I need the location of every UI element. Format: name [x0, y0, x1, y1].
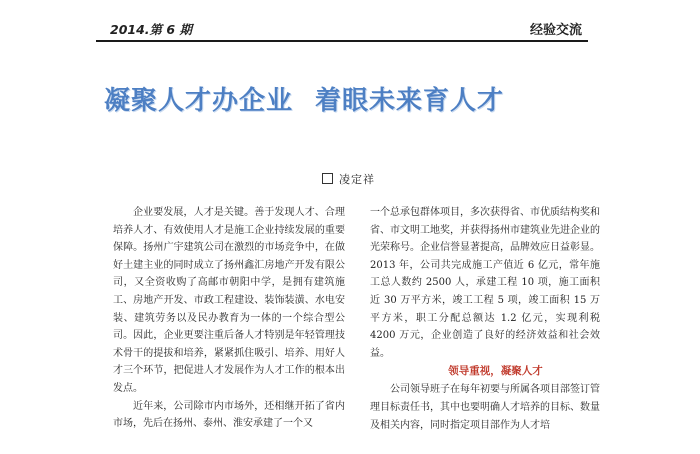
text-column-right [370, 204, 600, 444]
title-part-2: 着眼未来育人才 [315, 86, 505, 116]
subheading: 领导重视，凝聚人才 [448, 365, 543, 378]
page-header [96, 18, 588, 42]
paragraph: 企业要发展，人才是关键。善于发现人才、合理培养人才、有效使用人才是施工企业持续发展的重要保障。扬州广宇建筑公司在激烈的市场竞争中，在做好土建主业的同时成立了扬州鑫汇房地产开发有限公司，又全资收购了高邮市朝阳中学，是拥有建筑施工、房地产开发、市政工程建设、装饰装潢、水电安装、建筑劳务以及民办教育为一体的一个综合型公司。因此，企业更要注重后备人才特别是年轻管理技术骨干的提拔和培养，紧紧抓住吸引、培养、用好人才三个环节，把促进人才发展作为人才工作的根本出发点。 [113, 207, 345, 394]
byline [322, 171, 375, 187]
section-name: 经验交流 [529, 23, 582, 38]
square-icon [322, 173, 333, 184]
paragraph: 近年来，公司除市内市场外，还相继开拓了省内市场，先后在扬州、泰州、淮安承建了一个又 [113, 400, 345, 430]
issue-number: 2014.第 6 期 [110, 22, 192, 37]
title-part-1: 凝聚人才办企业 [104, 86, 294, 116]
article-title [104, 80, 600, 117]
paragraph: 公司领导班子在每年初要与所属各项目部签订管理目标责任书，其中也要明确人才培养的目标、数量及相关内容，同时指定项目部作为人才培 [370, 384, 600, 431]
text-column-left [113, 204, 345, 444]
author-name: 凌定祥 [339, 173, 375, 186]
paragraph: 一个总承包群体项目，多次获得省、市优质结构奖和省、市文明工地奖，并获得扬州市建筑业先进企业的光荣称号。企业信誉显著提高，品牌效应日益彰显。2013 年，公司共完成施工产值近 6 亿元，常年施工总人数约 2500 人，承建工程 10 项，施工面积近 30 万平方米，竣工工程 5 项，竣工面积 15 万平方米，职工分配总额达 1.2 亿元，实现利税 4200 万元，企业创造了良好的经济效益和社会效益。 [370, 207, 600, 359]
